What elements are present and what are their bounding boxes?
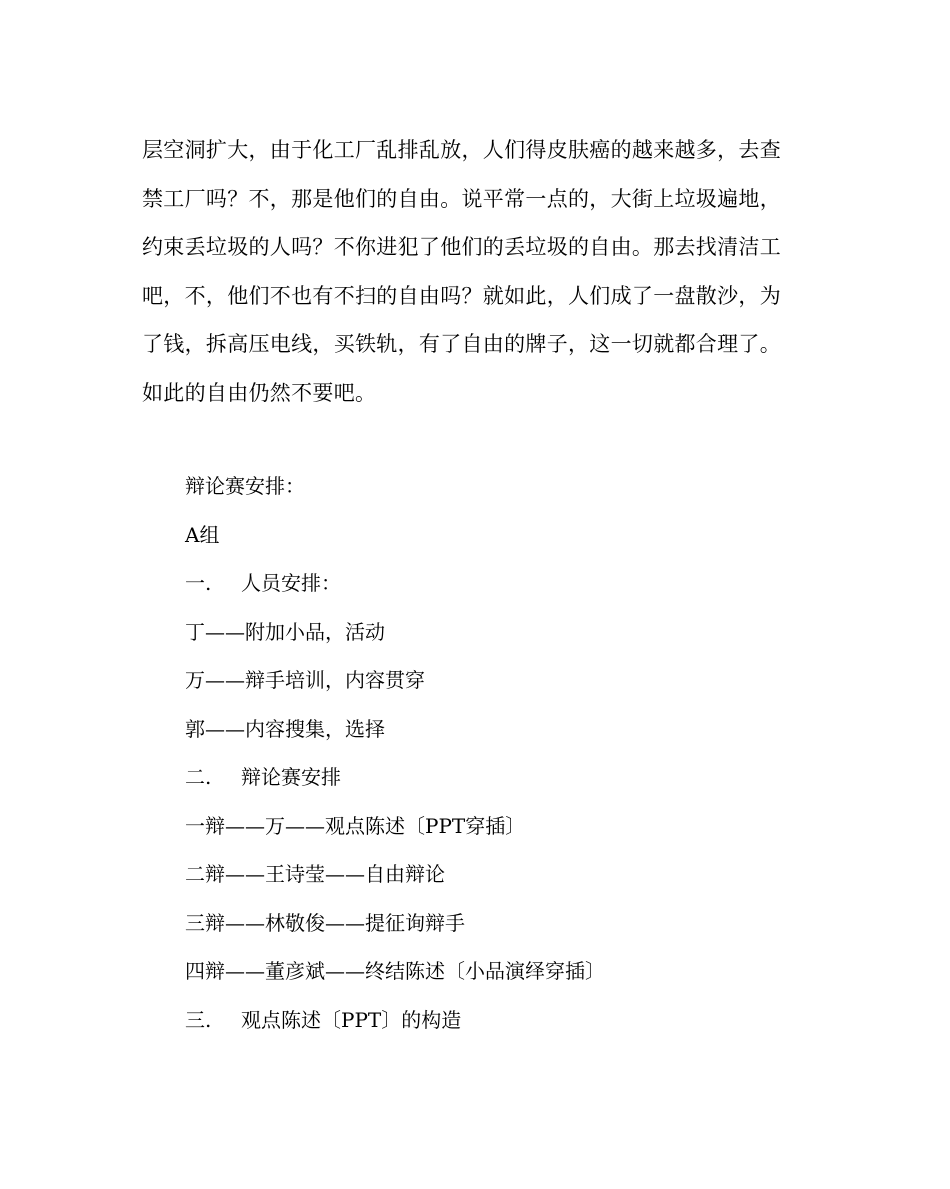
staff-item: 丁——附加小品，活动 xyxy=(185,619,385,644)
paragraph-line: 了钱，拆高压电线，买铁轨，有了自由的牌子，这一切就都合理了。 xyxy=(142,332,781,356)
debater-item: 二辩——王诗莹——自由辩论 xyxy=(185,862,445,886)
debater-item: 一辩——万——观点陈述〔PPT穿插〕 xyxy=(185,813,526,838)
plan-heading: 辩论赛安排： xyxy=(185,474,305,498)
paragraph-line: 如此的自由仍然不要吧。 xyxy=(142,380,377,405)
staff-item: 郭——内容搜集，选择 xyxy=(185,716,385,741)
paragraph-line: 层空洞扩大，由于化工厂乱排乱放，人们得皮肤癌的越来越多，去查 xyxy=(142,138,781,162)
section-title: 辩论赛安排 xyxy=(241,765,341,789)
body-paragraph xyxy=(142,126,822,417)
paragraph-line: 吧，不，他们不也有不扫的自由吗？就如此，人们成了一盘散沙，为 xyxy=(142,283,781,308)
paragraph-line: 约束丢垃圾的人吗？不你进犯了他们的丢垃圾的自由。那去找清洁工 xyxy=(142,235,781,259)
debate-plan xyxy=(185,462,825,1044)
section-heading-structure xyxy=(185,996,825,1045)
section-number: 三. xyxy=(185,1007,212,1032)
section-title: 观点陈述〔PPT〕的构造 xyxy=(241,1007,462,1032)
group-label: A组 xyxy=(185,522,220,547)
section-number: 二. xyxy=(185,765,212,789)
debater-item: 四辩——董彦斌——终结陈述〔小品演绎穿插〕 xyxy=(185,959,605,983)
staff-item: 万——辩手培训，内容贯穿 xyxy=(185,668,425,692)
section-number: 一. xyxy=(185,571,212,595)
section-heading-staff xyxy=(185,559,825,608)
section-title: 人员安排： xyxy=(241,571,341,595)
paragraph-line: 禁工厂吗？不，那是他们的自由。说平常一点的，大街上垃圾遍地， xyxy=(142,186,781,211)
debater-item: 三辩——林敬俊——提征询辩手 xyxy=(185,910,465,935)
section-heading-debate xyxy=(185,753,825,802)
